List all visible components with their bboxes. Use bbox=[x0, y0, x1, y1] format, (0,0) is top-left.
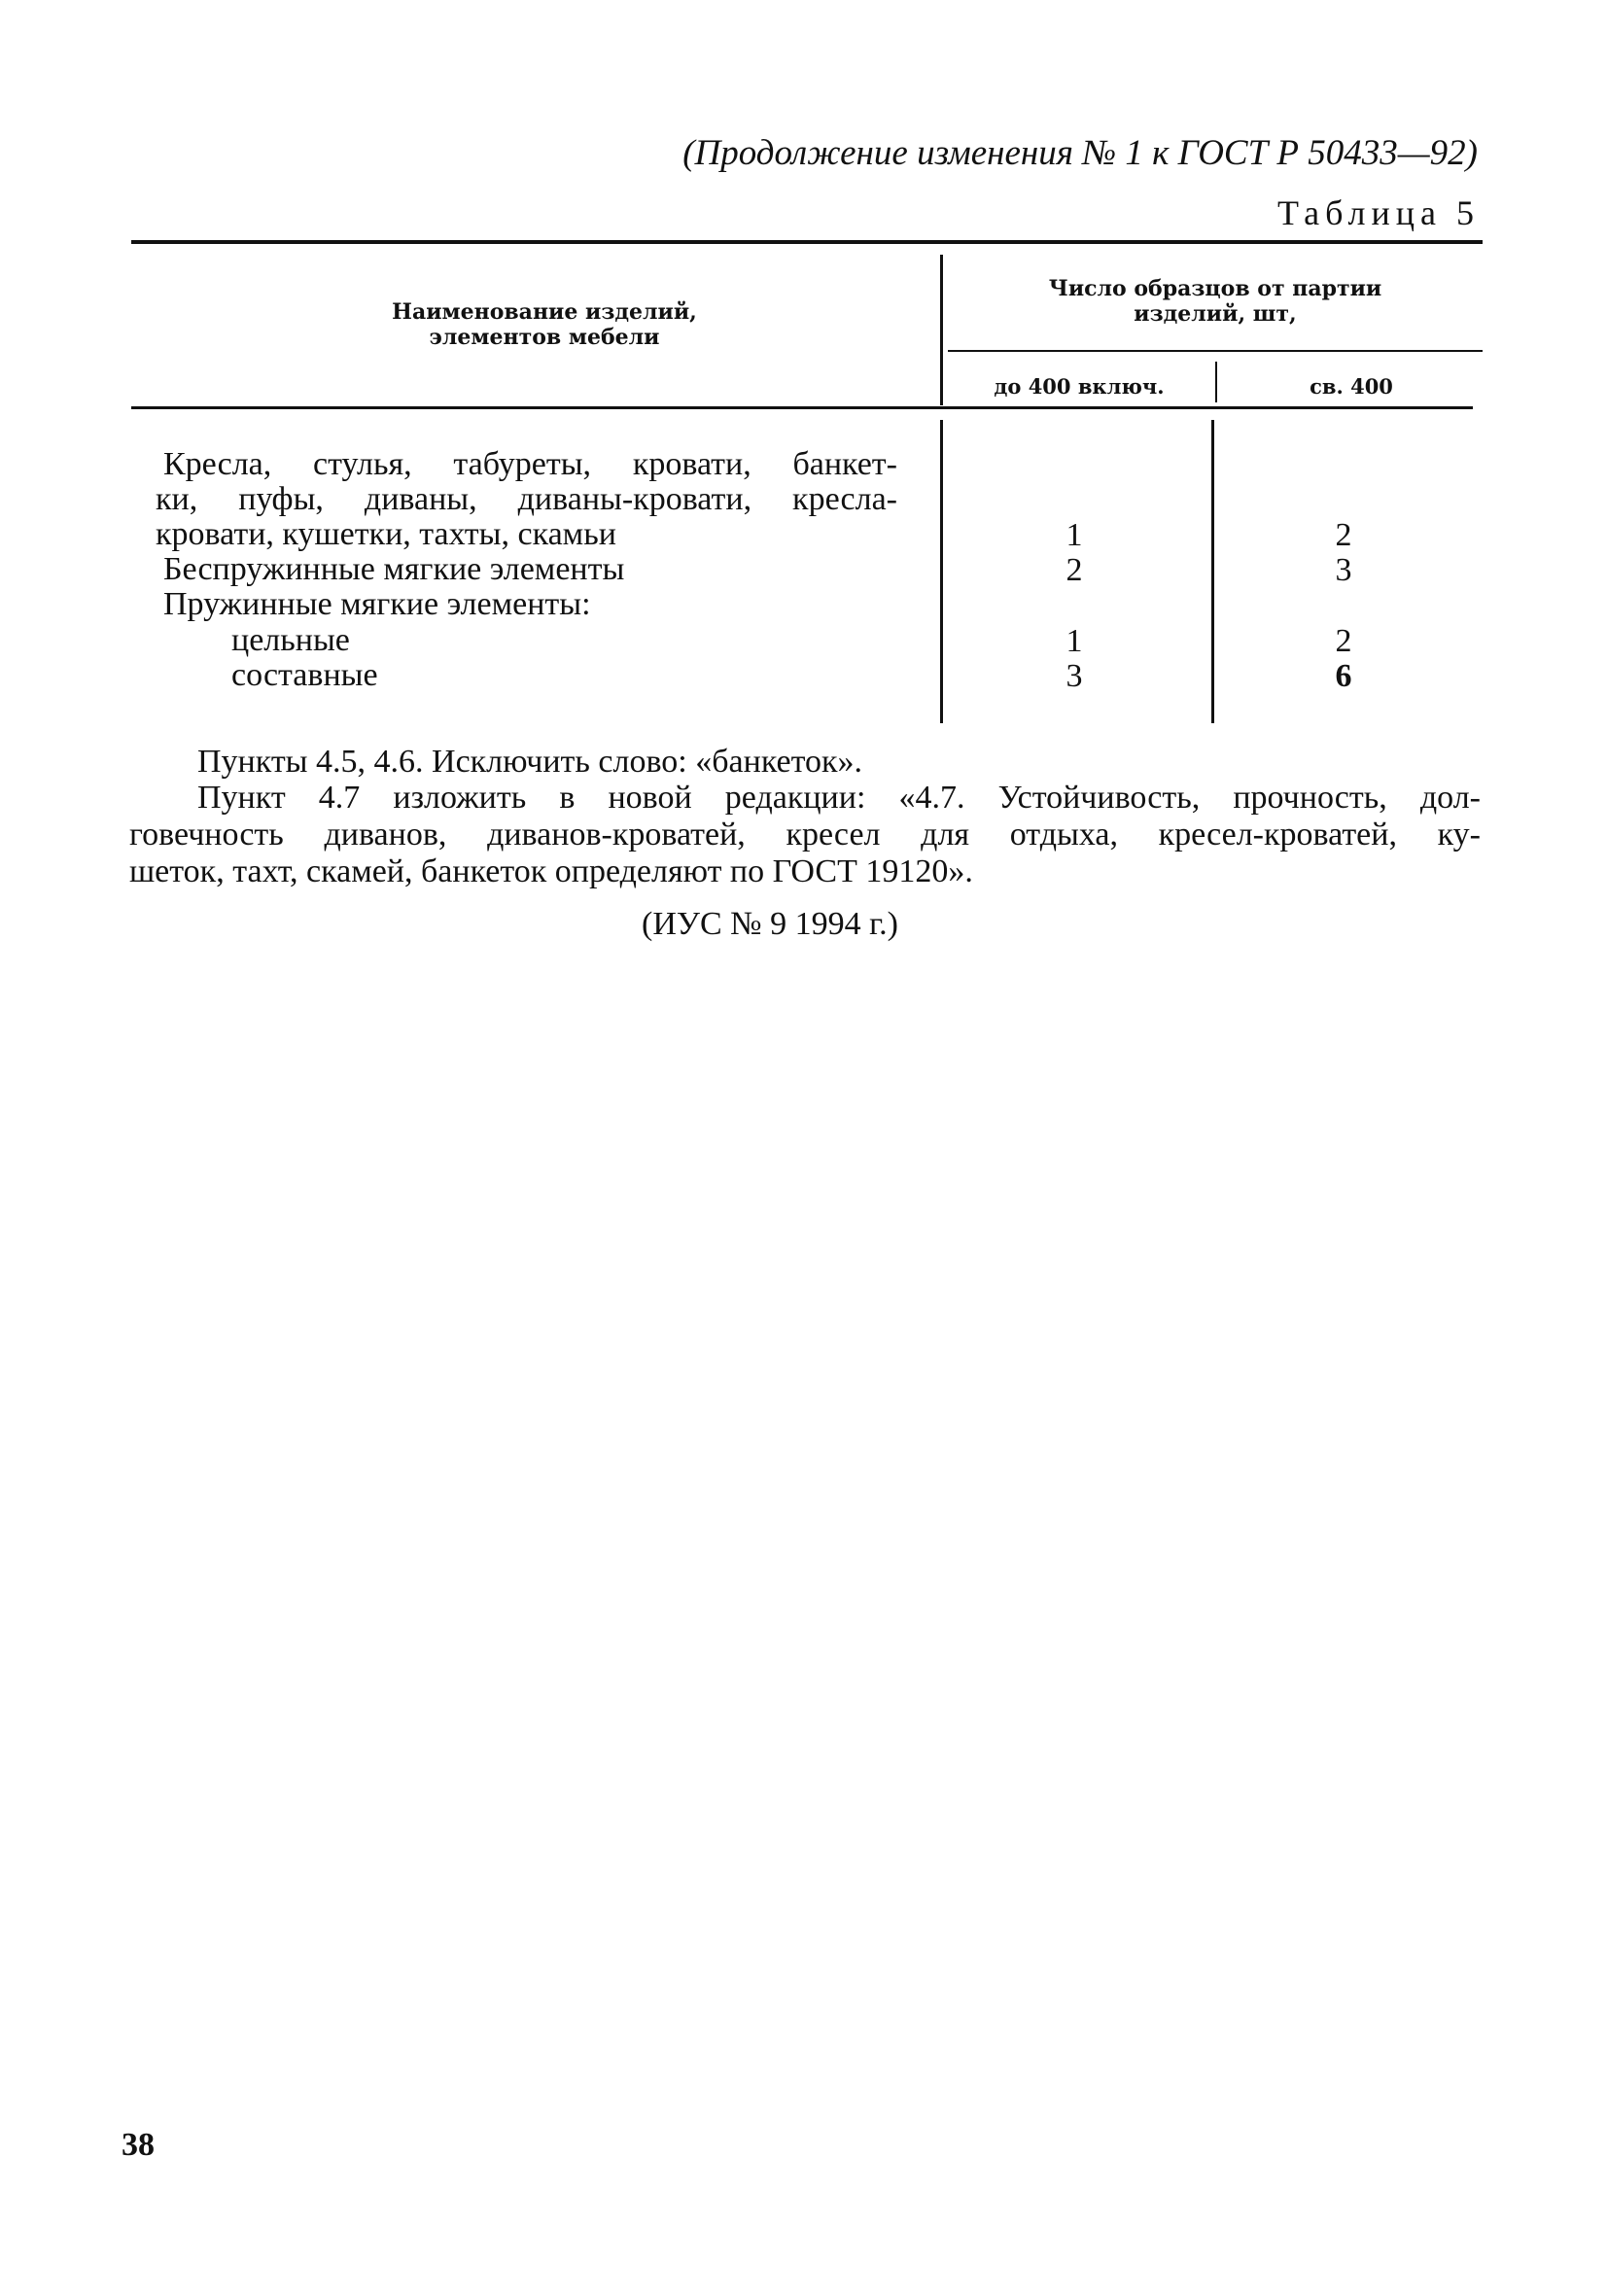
subcol-header-2: св. 400 bbox=[1310, 374, 1393, 399]
subheader-divider bbox=[1215, 362, 1217, 402]
paragraph-2-line-2: говечность диванов, диванов-кроватей, кресел для отдыха, кресел-кроватей, ку- bbox=[129, 817, 1481, 852]
table-top-rule bbox=[131, 240, 1483, 244]
table-label: Таблица 5 bbox=[1277, 193, 1480, 232]
table-row-2-name: Беспружинные мягкие элементы bbox=[163, 551, 625, 587]
row-1-line-3: кровати, кушетки, тахты, скамьи bbox=[156, 516, 616, 552]
subcol-header-1: до 400 включ. bbox=[994, 374, 1165, 399]
paragraph-2 bbox=[129, 780, 1481, 890]
table-row-1-name bbox=[156, 446, 897, 552]
col-group-header: Число образцов от партии изделий, шт, bbox=[1048, 276, 1382, 327]
row-5-value-2: 6 bbox=[1335, 658, 1352, 694]
row-1-value-2: 2 bbox=[1335, 517, 1352, 553]
continuation-header: (Продолжение изменения № 1 к ГОСТ Р 50433—92) bbox=[682, 133, 1478, 173]
body-divider-2 bbox=[1211, 420, 1214, 723]
paragraph-2-line-3: шеток, тахт, скамей, банкеток определяют по ГОСТ 19120». bbox=[129, 853, 973, 889]
row-1-line-2: ки, пуфы, диваны, диваны-кровати, кресла- bbox=[156, 481, 897, 517]
row-4-value-2: 2 bbox=[1335, 623, 1352, 659]
row-1-line-1: Кресла, стулья, табуреты, кровати, банкет- bbox=[163, 446, 897, 482]
table-row-4-name: цельные bbox=[231, 622, 350, 658]
table-header-bottom-rule bbox=[131, 406, 1473, 409]
table-row-5-name: составные bbox=[231, 657, 378, 693]
table-row-3-name: Пружинные мягкие элементы: bbox=[163, 586, 591, 622]
page-number: 38 bbox=[122, 2127, 155, 2163]
group-header-rule bbox=[948, 350, 1483, 352]
row-4-value-1: 1 bbox=[1066, 623, 1083, 659]
paragraph-1: Пункты 4.5, 4.6. Исключить слово: «банкеток». bbox=[197, 744, 863, 780]
paragraph-2-line-1: Пункт 4.7 изложить в новой редакции: «4.7. Устойчивость, прочность, дол- bbox=[197, 780, 1481, 816]
row-1-value-1: 1 bbox=[1066, 517, 1083, 553]
col-name-header: Наименование изделий, элементов мебели bbox=[392, 299, 697, 350]
source-note: (ИУС № 9 1994 г.) bbox=[642, 906, 898, 942]
row-2-value-2: 3 bbox=[1335, 552, 1352, 588]
row-5-value-1: 3 bbox=[1066, 658, 1083, 694]
body-divider-1 bbox=[940, 420, 943, 723]
row-2-value-1: 2 bbox=[1066, 552, 1083, 588]
table-header-divider bbox=[940, 255, 943, 405]
